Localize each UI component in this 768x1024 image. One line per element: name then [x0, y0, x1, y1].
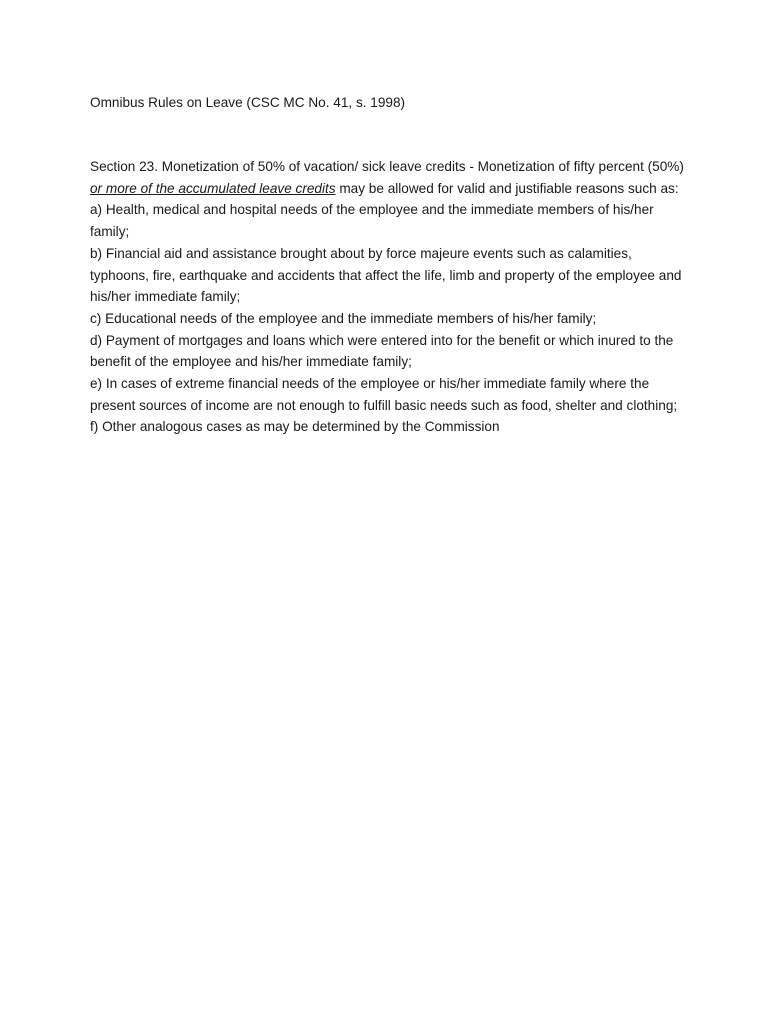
list-item: b) Financial aid and assistance brought about by force majeure events such as calamities, typhoons, fire, earthquake and accidents that affect the life, limb and property of the employee and his/her immediate family;	[90, 245, 682, 305]
section-intro	[90, 156, 690, 199]
section-intro-text: Section 23. Monetization of 50% of vacation/ sick leave credits - Monetization of fifty percent (50%)	[90, 159, 684, 174]
document-title: Omnibus Rules on Leave (CSC MC No. 41, s. 1998)	[90, 95, 406, 110]
section-body	[90, 156, 690, 438]
list-item: d) Payment of mortgages and loans which were entered into for the benefit or which inured to the benefit of the employee and his/her immediate family;	[90, 332, 674, 370]
list-item: f) Other analogous cases as may be determined by the Commission	[90, 419, 500, 435]
section-intro-continuation: may be allowed for valid and justifiable reasons such as:	[335, 180, 679, 196]
list-item: a) Health, medical and hospital needs of the employee and the immediate members of his/her family;	[90, 202, 654, 240]
section-intro-emphasis: or more of the accumulated leave credits	[90, 180, 336, 196]
list-item: e) In cases of extreme financial needs of the employee or his/her immediate family where the present sources of income are not enough to fulfill basic needs such as food, shelter and clothing;	[90, 376, 678, 413]
list-item: c) Educational needs of the employee and the immediate members of his/her family;	[90, 310, 597, 326]
